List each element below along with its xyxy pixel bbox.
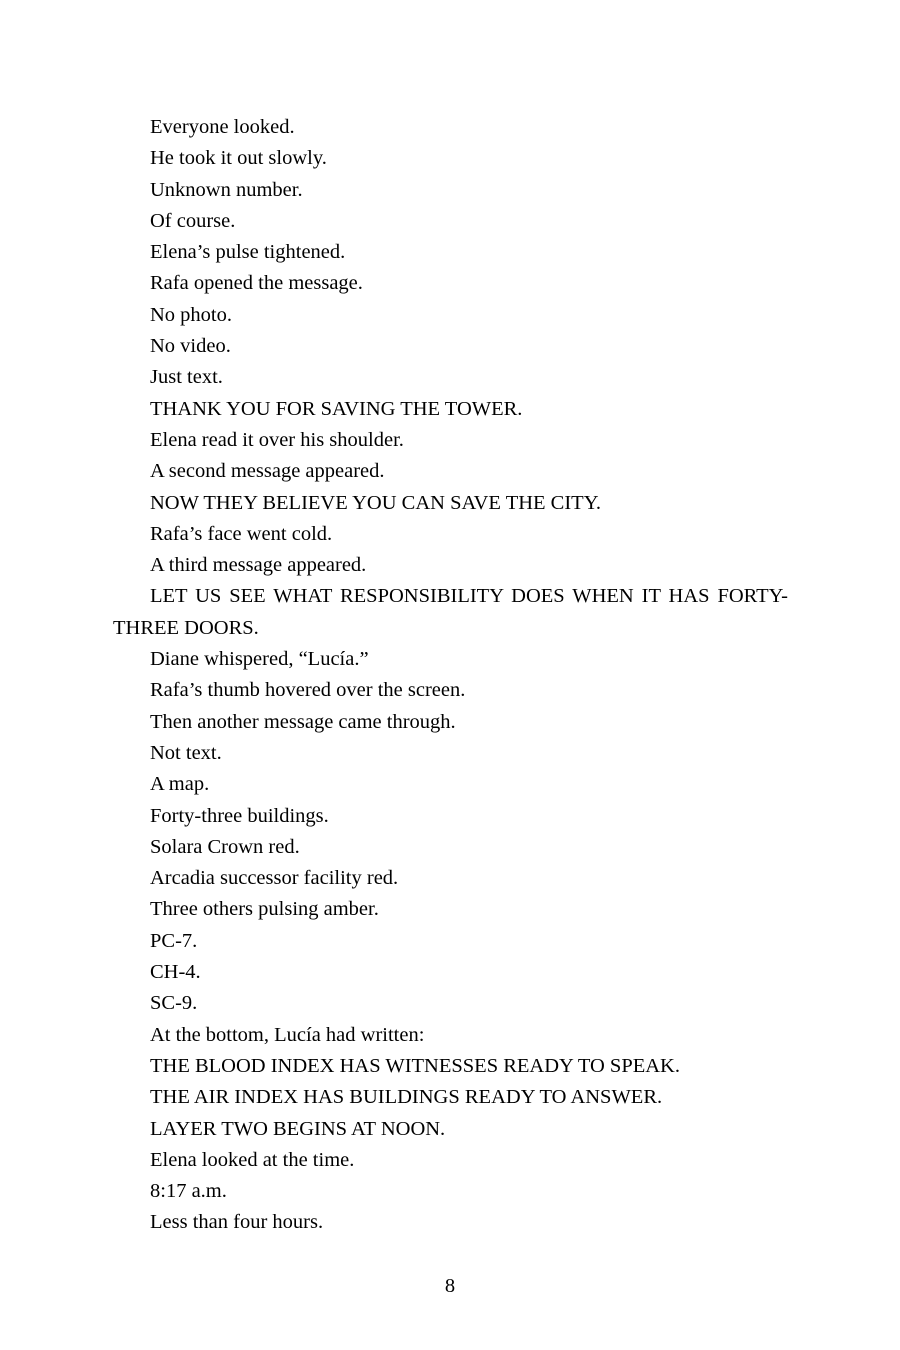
paragraph-23: Solara Crown red.: [150, 835, 300, 858]
paragraph-33: Elena looked at the time.: [150, 1148, 355, 1171]
paragraph-16: LET US SEE WHAT RESPONSIBILITY DOES WHEN IT HAS FORTY-THREE DOORS.: [113, 585, 788, 639]
paragraph-30: THE BLOOD INDEX HAS WITNESSES READY TO SPEAK.: [150, 1054, 680, 1077]
paragraph-34: 8:17 a.m.: [150, 1180, 227, 1203]
paragraph-22: Forty-three buildings.: [150, 804, 329, 827]
paragraph-8: No video.: [150, 335, 231, 358]
paragraph-3: Unknown number.: [150, 178, 303, 201]
paragraph-13: NOW THEY BELIEVE YOU CAN SAVE THE CITY.: [150, 491, 601, 514]
page-number: 8: [444, 1275, 456, 1297]
paragraph-6: Rafa opened the message.: [150, 272, 363, 295]
paragraph-2: He took it out slowly.: [150, 147, 327, 170]
paragraph-5: Elena’s pulse tightened.: [150, 241, 346, 264]
paragraph-9: Just text.: [150, 366, 223, 389]
paragraph-35: Less than four hours.: [150, 1211, 324, 1234]
paragraph-19: Then another message came through.: [150, 710, 456, 733]
paragraph-26: PC-7.: [150, 929, 198, 952]
paragraph-21: A map.: [150, 773, 210, 796]
paragraph-11: Elena read it over his shoulder.: [150, 428, 404, 451]
paragraph-10: THANK YOU FOR SAVING THE TOWER.: [150, 397, 523, 420]
paragraph-4: Of course.: [150, 209, 236, 232]
paragraph-1: Everyone looked.: [150, 116, 295, 138]
paragraph-27: CH-4.: [150, 961, 201, 984]
paragraph-24: Arcadia successor facility red.: [150, 867, 399, 890]
paragraph-14: Rafa’s face went cold.: [150, 522, 333, 545]
paragraph-12: A second message appeared.: [150, 460, 385, 483]
paragraph-18: Rafa’s thumb hovered over the screen.: [150, 679, 466, 702]
paragraph-17: Diane whispered, “Lucía.”: [150, 648, 369, 671]
paragraph-7: No photo.: [150, 303, 232, 326]
paragraph-32: LAYER TWO BEGINS AT NOON.: [150, 1117, 446, 1140]
paragraph-29: At the bottom, Lucía had written:: [150, 1023, 425, 1046]
paragraph-31: THE AIR INDEX HAS BUILDINGS READY TO ANSWER.: [150, 1086, 663, 1109]
body-text: [113, 112, 788, 1239]
paragraph-25: Three others pulsing amber.: [150, 898, 379, 921]
paragraph-28: SC-9.: [150, 992, 198, 1015]
paragraph-20: Not text.: [150, 741, 222, 764]
paragraph-15: A third message appeared.: [150, 554, 367, 577]
